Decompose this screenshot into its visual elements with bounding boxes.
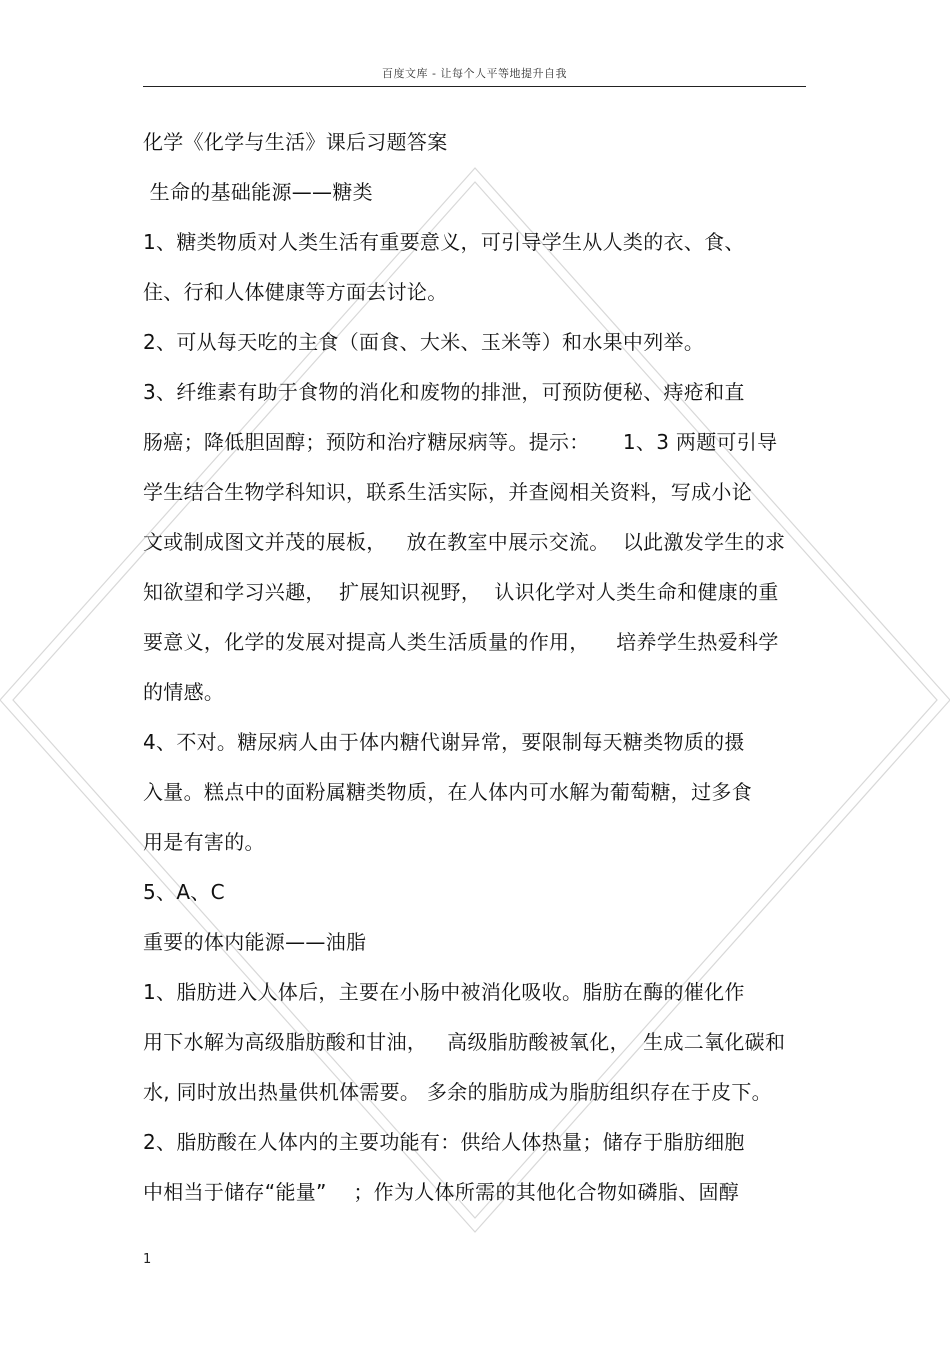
paragraph-line: 住、行和人体健康等方面去讨论。 bbox=[143, 280, 448, 304]
paragraph-line: 水, 同时放出热量供机体需要。 多余的脂肪成为脂肪组织存在于皮下。 bbox=[143, 1080, 772, 1104]
paragraph-line: 2、脂肪酸在人体内的主要功能有：供给人体热量；储存于脂肪细胞 bbox=[143, 1130, 745, 1154]
paragraph-line: 入量。糕点中的面粉属糖类物质，在人体内可水解为葡萄糖，过多食 bbox=[143, 780, 752, 804]
paragraph-line: 3、纤维素有助于食物的消化和废物的排泄，可预防便秘、痔疮和直 bbox=[143, 380, 745, 404]
page-header: 百度文库 - 让每个人平等地提升自我 bbox=[382, 67, 567, 80]
paragraph-line: 学生结合生物学科知识，联系生活实际，并查阅相关资料，写成小论 bbox=[143, 480, 752, 504]
document-title: 化学《化学与生活》课后习题答案 bbox=[143, 130, 448, 154]
section-heading-sugars: 生命的基础能源——糖类 bbox=[143, 180, 373, 204]
section-heading-fats: 重要的体内能源——油脂 bbox=[143, 930, 367, 954]
paragraph-line: 4、不对。糖尿病人由于体内糖代谢异常，要限制每天糖类物质的摄 bbox=[143, 730, 745, 754]
page-number: 1 bbox=[143, 1252, 152, 1267]
paragraph-line: 2、可从每天吃的主食（面食、大米、玉米等）和水果中列举。 bbox=[143, 330, 705, 354]
paragraph-line: 文或制成图文并茂的展板， 放在教室中展示交流。 以此激发学生的求 bbox=[143, 530, 786, 554]
paragraph-line: 中相当于储存“能量” ；作为人体所需的其他化合物如磷脂、固醇 bbox=[143, 1180, 740, 1204]
paragraph-line: 5、A、C bbox=[143, 880, 225, 904]
paragraph-line: 知欲望和学习兴趣， 扩展知识视野， 认识化学对人类生命和健康的重 bbox=[143, 580, 779, 604]
document-body bbox=[143, 117, 808, 1217]
paragraph-line: 1、脂肪进入人体后，主要在小肠中被消化吸收。脂肪在酶的催化作 bbox=[143, 980, 745, 1004]
paragraph-line: 用下水解为高级脂肪酸和甘油， 高级脂肪酸被氧化， 生成二氧化碳和 bbox=[143, 1030, 786, 1054]
header-divider bbox=[143, 86, 806, 87]
paragraph-line: 要意义，化学的发展对提高人类生活质量的作用， 培养学生热爱科学 bbox=[143, 630, 779, 654]
paragraph-line: 肠癌；降低胆固醇；预防和治疗糖尿病等。提示： 1、3 两题可引导 bbox=[143, 430, 778, 454]
paragraph-line: 1、糖类物质对人类生活有重要意义，可引导学生从人类的衣、食、 bbox=[143, 230, 745, 254]
paragraph-line: 的情感。 bbox=[143, 680, 225, 704]
paragraph-line: 用是有害的。 bbox=[143, 830, 265, 854]
